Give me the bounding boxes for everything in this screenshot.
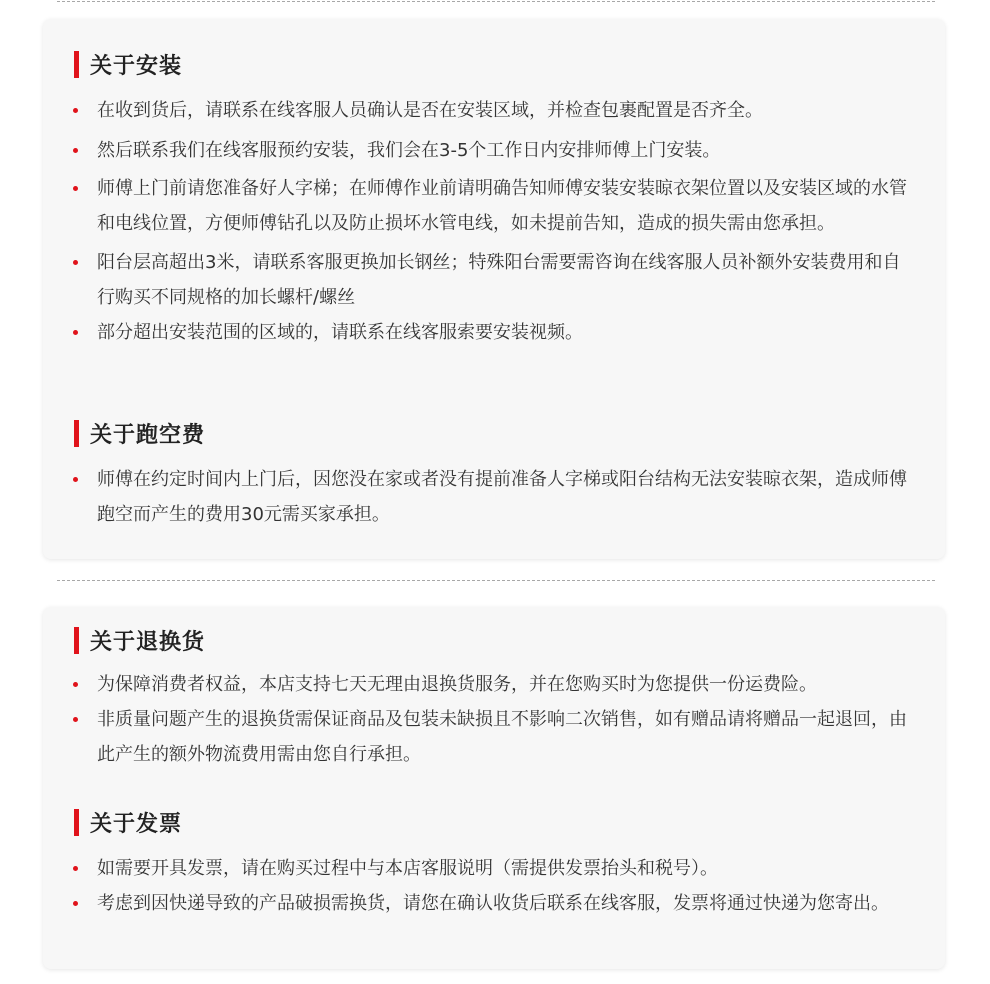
section-heading: 关于发票 — [90, 811, 183, 837]
bullet-icon — [73, 477, 78, 482]
section-no-show-fee — [43, 418, 945, 532]
section-heading: 关于跑空费 — [90, 422, 206, 448]
list-item-text: 然后联系我们在线客服预约安装，我们会在3-5个工作日内安排师傅上门安装。 — [97, 140, 721, 161]
returns-list — [43, 667, 945, 772]
list-item — [43, 702, 945, 772]
install-list — [43, 93, 945, 350]
section-returns — [43, 625, 945, 772]
list-item — [43, 245, 945, 315]
list-item — [43, 93, 945, 128]
bullet-icon — [73, 260, 78, 265]
bullet-icon — [73, 717, 78, 722]
bullet-icon — [73, 330, 78, 335]
list-item — [43, 886, 945, 921]
list-item-text: 阳台层高超出3米，请联系客服更换加长钢丝；特殊阳台需要需咨询在线客服人员补额外安装费用和自行购买不同规格的加长螺杆/螺丝 — [97, 252, 901, 308]
section-title-returns — [74, 625, 945, 655]
title-accent-bar — [74, 809, 79, 836]
bullet-icon — [73, 901, 78, 906]
install-info-card — [43, 19, 945, 559]
section-title-install — [74, 49, 945, 79]
section-title-no-show-fee — [74, 418, 945, 448]
bullet-icon — [73, 186, 78, 191]
list-item-text: 为保障消费者权益，本店支持七天无理由退换货服务，并在您购买时为您提供一份运费险。 — [97, 674, 817, 695]
list-item-text: 考虑到因快递导致的产品破损需换货，请您在确认收货后联系在线客服，发票将通过快递为您寄出。 — [97, 893, 889, 914]
list-item — [43, 851, 945, 886]
list-item — [43, 667, 945, 702]
section-heading: 关于安装 — [90, 53, 183, 79]
list-item — [43, 133, 945, 168]
list-item — [43, 315, 945, 350]
return-invoice-card — [43, 607, 945, 969]
bullet-icon — [73, 108, 78, 113]
invoice-list — [43, 851, 945, 921]
list-item — [43, 462, 945, 532]
list-item-text: 在收到货后，请联系在线客服人员确认是否在安装区域，并检查包裹配置是否齐全。 — [97, 100, 763, 121]
section-title-invoice — [74, 807, 945, 837]
title-accent-bar — [74, 51, 79, 78]
title-accent-bar — [74, 627, 79, 654]
list-item — [43, 171, 945, 241]
section-invoice — [43, 807, 945, 921]
section-install — [43, 49, 945, 350]
list-item-text: 部分超出安装范围的区域的，请联系在线客服索要安装视频。 — [97, 322, 583, 343]
list-item-text: 如需要开具发票，请在购买过程中与本店客服说明（需提供发票抬头和税号）。 — [97, 858, 718, 879]
top-dashed-divider — [57, 1, 935, 2]
list-item-text: 非质量问题产生的退换货需保证商品及包装未缺损且不影响二次销售，如有赠品请将赠品一起退回，由此产生的额外物流费用需由您自行承担。 — [97, 709, 907, 765]
no-show-fee-list — [43, 462, 945, 532]
section-heading: 关于退换货 — [90, 629, 206, 655]
list-item-text: 师傅在约定时间内上门后，因您没在家或者没有提前准备人字梯或阳台结构无法安装晾衣架，造成师傅跑空而产生的费用30元需买家承担。 — [97, 469, 907, 525]
list-item-text: 师傅上门前请您准备好人字梯；在师傅作业前请明确告知师傅安装安装晾衣架位置以及安装区域的水管和电线位置，方便师傅钻孔以及防止损坏水管电线，如未提前告知，造成的损失需由您承担。 — [97, 178, 907, 234]
title-accent-bar — [74, 420, 79, 447]
middle-dashed-divider — [57, 580, 935, 581]
bullet-icon — [73, 866, 78, 871]
bullet-icon — [73, 148, 78, 153]
bullet-icon — [73, 682, 78, 687]
